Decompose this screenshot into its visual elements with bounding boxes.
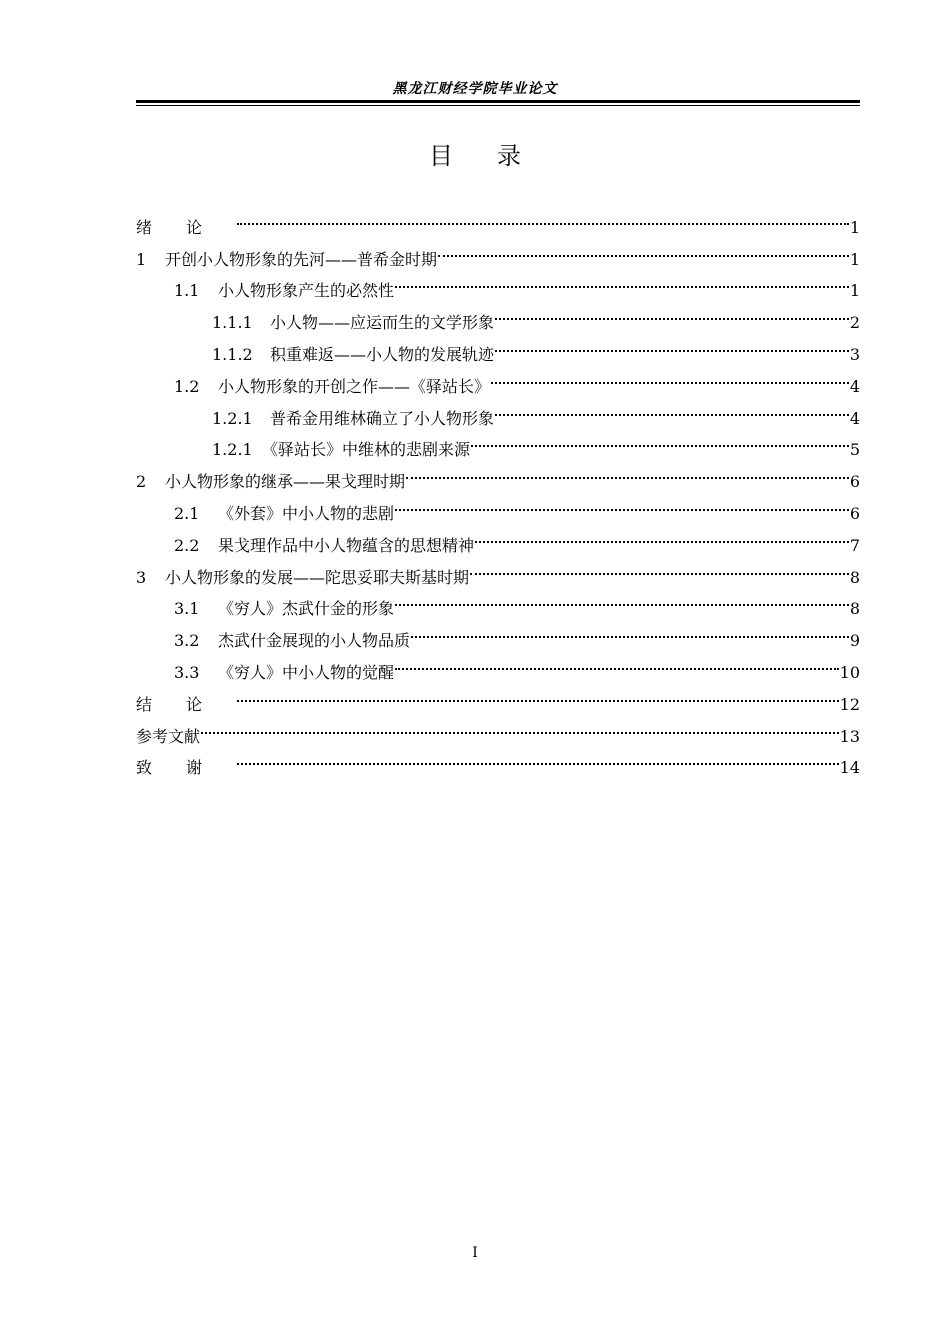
toc-entry-page: 13 <box>839 726 860 746</box>
toc-entry-number: 1.2 <box>174 376 200 396</box>
toc-entry-label: 参考文献 <box>136 726 201 746</box>
footer-page-number: I <box>472 1245 478 1261</box>
toc-entry-label: 杰武什金展现的小人物品质 <box>218 631 411 651</box>
toc-entry-label: 果戈理作品中小人物蕴含的思想精神 <box>218 535 475 555</box>
toc-entry-page: 5 <box>849 440 860 460</box>
toc-entry-number: 3.3 <box>174 662 200 682</box>
toc-entry-label: 小人物形象产生的必然性 <box>218 281 395 301</box>
toc-leader <box>411 614 849 646</box>
toc-leader <box>237 742 839 774</box>
toc-entry-number: 1.1.2 <box>212 344 253 364</box>
toc-entry[interactable] <box>136 201 860 237</box>
toc-entry-page: 14 <box>839 758 860 778</box>
toc-leader <box>395 646 839 678</box>
toc-entry-label: 小人物形象的发展——陀思妥耶夫斯基时期 <box>165 567 470 587</box>
toc-leader <box>471 424 849 456</box>
toc-entry-page: 7 <box>849 535 860 555</box>
header-rule-thin <box>136 105 860 106</box>
toc-entry-number: 3.2 <box>174 631 200 651</box>
toc-leader <box>491 360 849 392</box>
table-of-contents <box>136 201 860 778</box>
toc-entry-number: 1.2.1 <box>212 440 253 460</box>
toc-leader <box>470 551 849 583</box>
toc-entry[interactable] <box>136 233 860 269</box>
toc-entry-number: 2 <box>136 472 147 492</box>
toc-entry[interactable] <box>136 678 860 714</box>
toc-entry-number: 1.2.1 <box>212 408 253 428</box>
toc-entry-page: 8 <box>849 599 860 619</box>
toc-entry-label: 积重难返——小人物的发展轨迹 <box>270 344 495 364</box>
toc-entry-label: 《外套》中小人物的悲剧 <box>218 503 395 523</box>
toc-leader <box>406 455 849 487</box>
toc-leader <box>395 265 849 297</box>
toc-entry-label: 绪论 <box>136 217 237 237</box>
toc-entry-label: 结论 <box>136 694 237 714</box>
toc-entry-page: 1 <box>849 281 860 301</box>
toc-entry-label: 小人物——应运而生的文学形象 <box>270 313 495 333</box>
toc-entry-number: 1.1.1 <box>212 313 253 333</box>
toc-entry-label: 开创小人物形象的先河——普希金时期 <box>165 249 438 269</box>
toc-leader <box>495 328 849 360</box>
toc-entry-number: 1 <box>136 249 147 269</box>
running-header-title: 黑龙江财经学院毕业论文 <box>392 81 558 97</box>
toc-entry-number: 3 <box>136 567 147 587</box>
toc-entry-label: 《穷人》杰武什金的形象 <box>218 599 395 619</box>
toc-entry-page: 3 <box>849 344 860 364</box>
toc-heading: 目录 <box>429 142 565 170</box>
toc-entry-number: 2.1 <box>174 503 200 523</box>
toc-leader <box>438 233 849 265</box>
toc-entry[interactable] <box>136 742 860 778</box>
toc-entry-page: 1 <box>849 249 860 269</box>
toc-entry-label: 小人物形象的开创之作——《驿站长》 <box>218 376 491 396</box>
toc-entry-page: 1 <box>849 217 860 237</box>
toc-entry-page: 4 <box>849 376 860 396</box>
toc-entry-label: 小人物形象的继承——果戈理时期 <box>165 472 406 492</box>
toc-entry-label: 《穷人》中小人物的觉醒 <box>218 662 395 682</box>
toc-entry-number: 3.1 <box>174 599 200 619</box>
toc-entry-label: 致谢 <box>136 758 237 778</box>
toc-entry-page: 9 <box>849 631 860 651</box>
toc-entry-label: 《驿站长》中维林的悲剧来源 <box>262 440 471 460</box>
toc-entry-page: 8 <box>849 567 860 587</box>
toc-leader <box>395 487 849 519</box>
toc-entry-page: 6 <box>849 472 860 492</box>
toc-entry-page: 10 <box>839 662 860 682</box>
toc-leader <box>201 710 839 742</box>
toc-leader <box>237 678 839 710</box>
toc-leader <box>395 583 849 615</box>
toc-leader <box>237 201 849 233</box>
toc-entry-number: 1.1 <box>174 281 200 301</box>
header-rule-thick <box>136 100 860 103</box>
toc-entry[interactable] <box>136 710 860 746</box>
toc-entry-number: 2.2 <box>174 535 200 555</box>
toc-entry-page: 6 <box>849 503 860 523</box>
toc-entry-page: 2 <box>849 313 860 333</box>
toc-leader <box>495 392 849 424</box>
toc-entry-page: 4 <box>849 408 860 428</box>
toc-leader <box>475 519 849 551</box>
toc-leader <box>495 296 849 328</box>
toc-entry-label: 普希金用维林确立了小人物形象 <box>270 408 495 428</box>
toc-entry-page: 12 <box>839 694 860 714</box>
